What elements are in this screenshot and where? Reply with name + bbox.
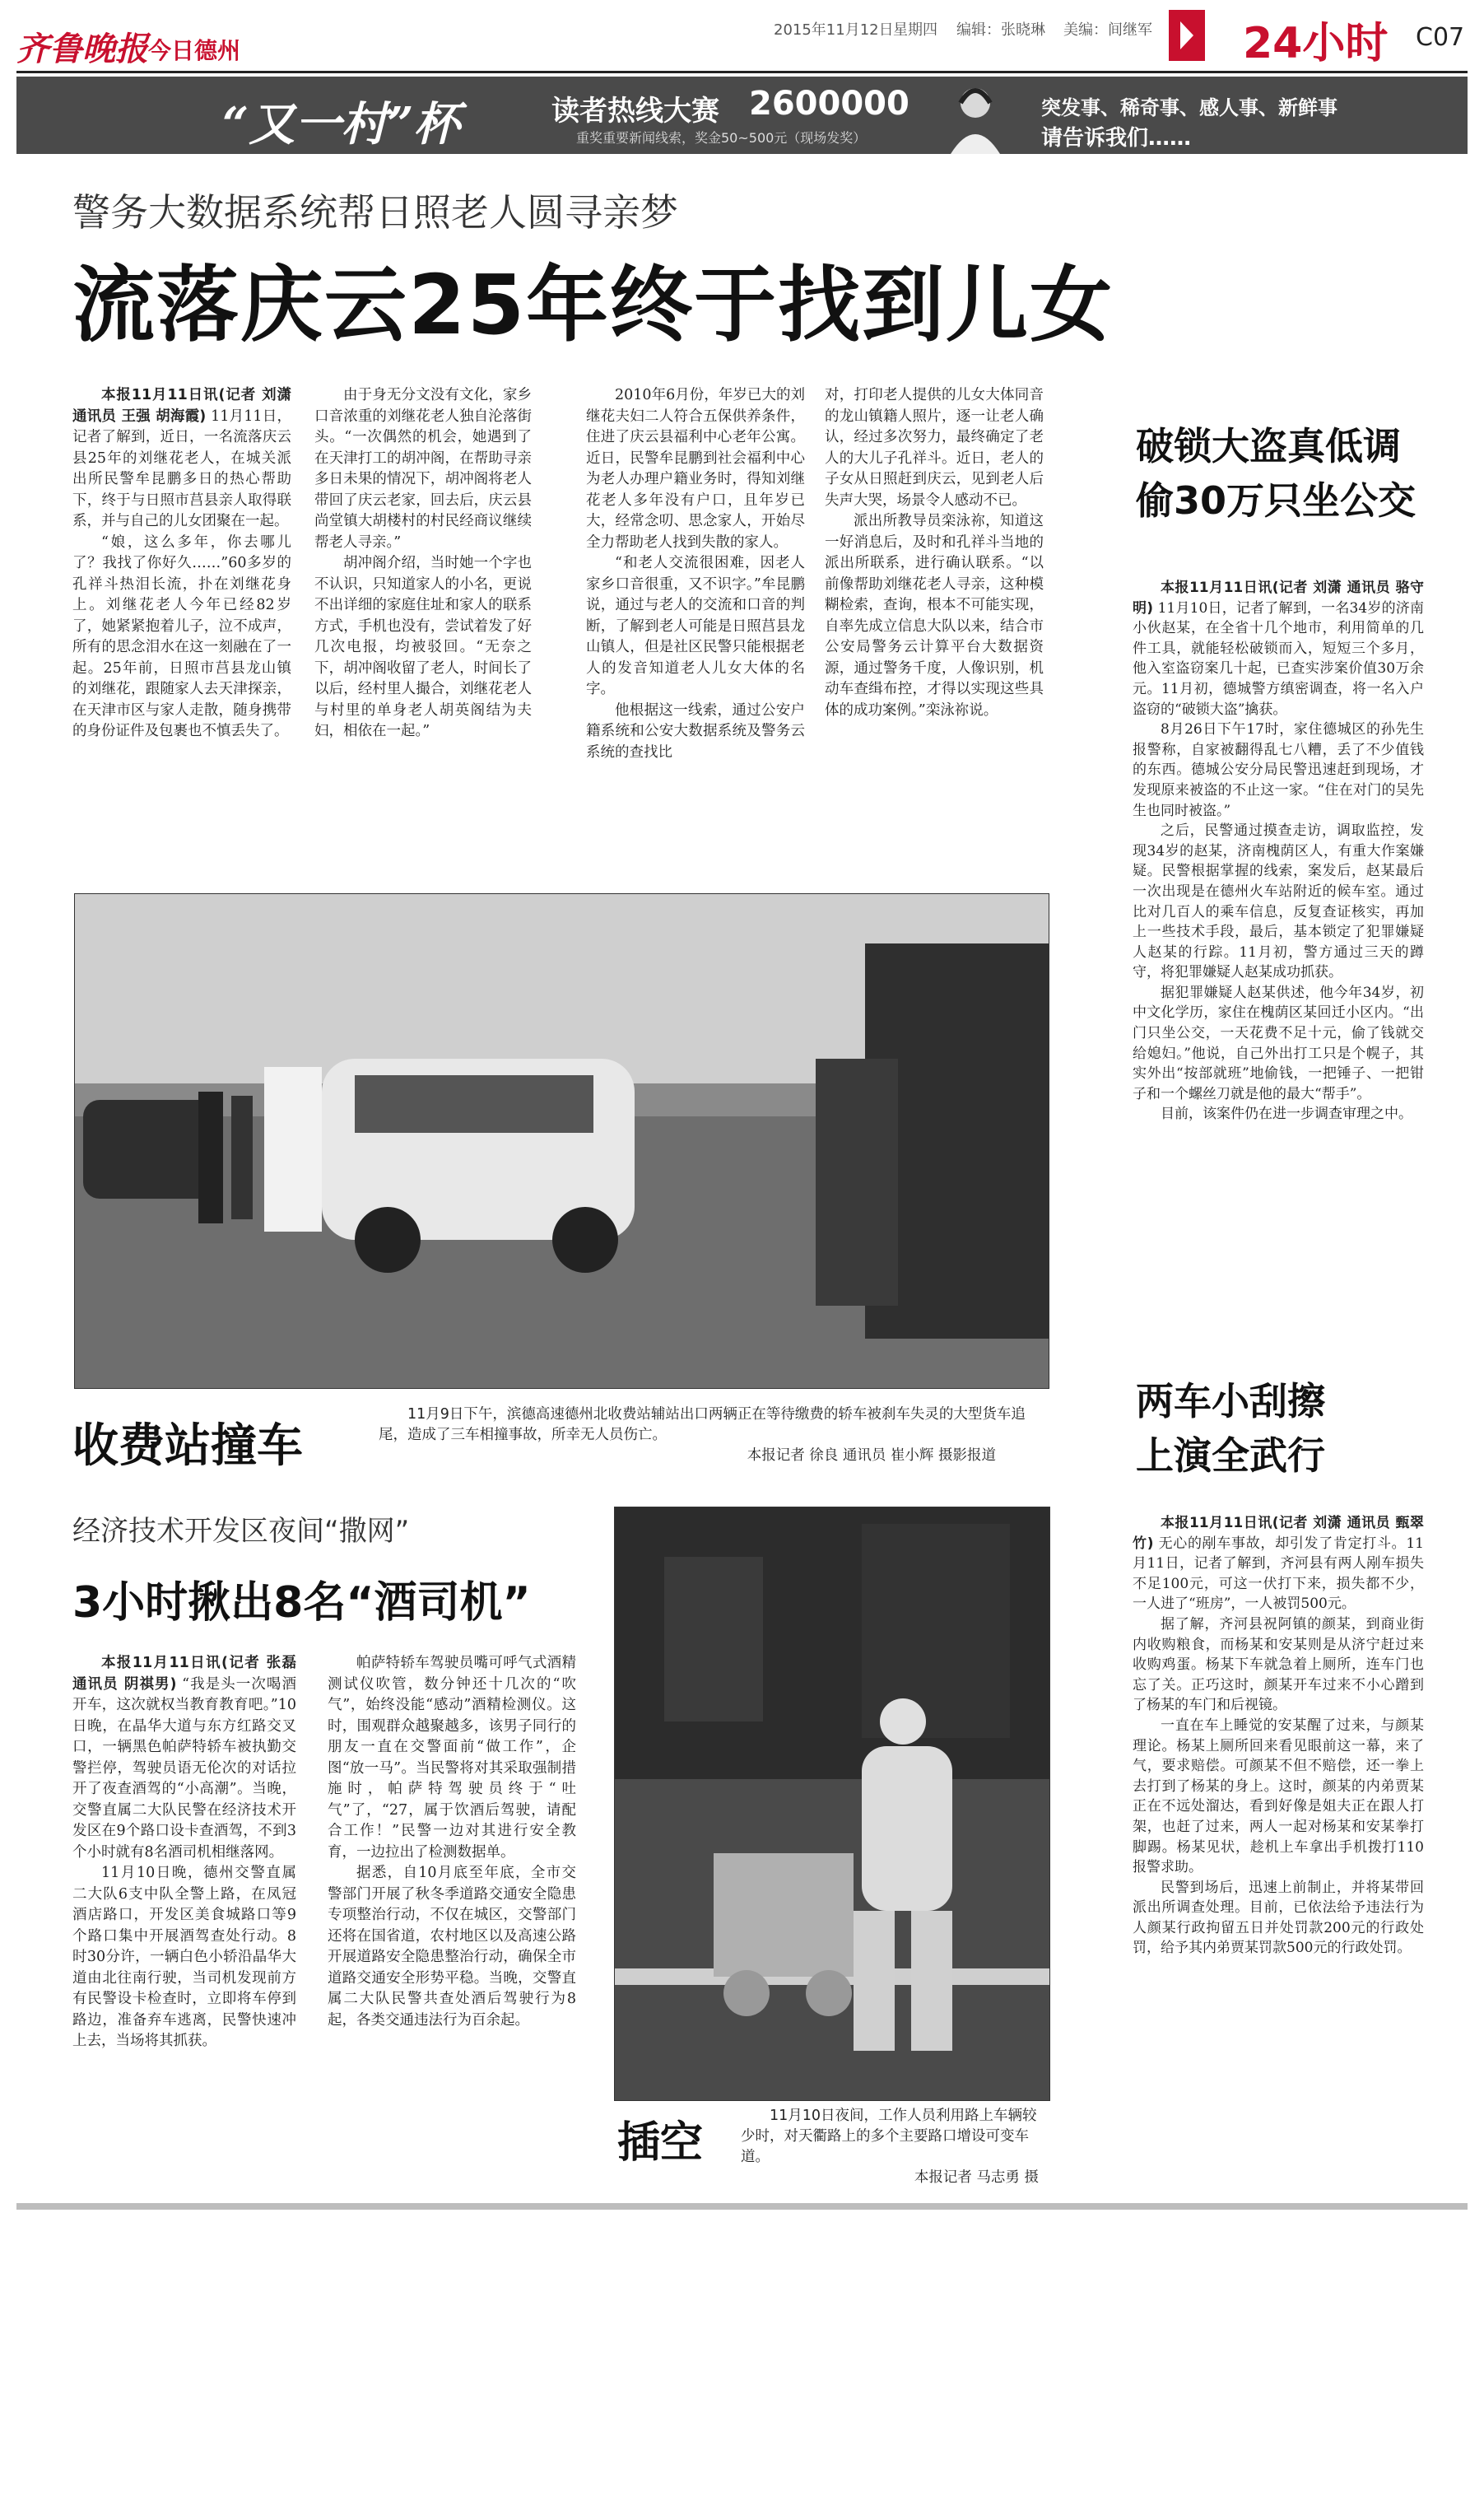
crash-photo-caption-block — [379, 1405, 1037, 1466]
paper-logo: 齐鲁晚报 — [16, 30, 148, 68]
banner-prize: 2600000 — [749, 85, 909, 123]
road-photo-credit: 本报记者 马志勇 摄 — [914, 2169, 1039, 2186]
fight-paragraph: 一直在车上睡觉的安某醒了过来，与颜某理论。杨某上厕所回来看见眼前这一幕，来了气，要求赔偿。可颜某不但不赔偿，还一拳上去打到了杨某的身上。这时，颜某的内弟贾某正在不远处溜达，看到好像是姐夫正在跟人打架，也赶了过来，两人一起对杨某和安某拳打脚踢。杨某见状，趁机上车拿出手机拨打110报警求助。 — [1133, 1717, 1424, 1876]
drunk-column-1 — [72, 1653, 296, 2172]
lead-column-1 — [72, 385, 291, 855]
lead-paragraph: 11月11日，记者了解到，近日，一名流落庆云县25年的刘继花老人，在城关派出所民警牟昆鹏多日的热心帮助下，终于与日照市莒县亲人取得联系，并与自己的儿女团聚在一起。 — [72, 408, 291, 529]
banner-contest: 读者热线大赛 — [551, 95, 719, 128]
drunk-paragraph: 据悉，自10月底至年底，全市交警部门开展了秋冬季道路交通安全隐患专项整治行动，不仅在城区，交警部门还将在国省道，农村地区以及高速公路开展道路安全隐患整治行动，确保全市道路交通安全形势平稳。当晚，交警直属二大队民警共查处酒后驾驶行为8起，各类交通违法行为百余起。 — [328, 1865, 576, 2029]
drunk-paragraph: “我是头一次喝酒开车，这次就权当教育教育吧。”10日晚，在晶华大道与东方红路交叉口，一辆黑色帕萨特轿车被执勤交警拦停，驾驶员语无伦次的对话拉开了夜查酒驾的“小高潮”。当晚，交警直属二大队民警在经济技术开发区在9个路口设卡查酒驾，不到3个小时就有8名酒司机相继落网。 — [72, 1675, 296, 1861]
fight-paragraph: 民警到场后，迅速上前制止，并将某带回派出所调查处理。目前，已依法给予违法行为人颜某行政拘留五日并处罚款200元的行政处罚，给予其内弟贾某罚款500元的行政处罚。 — [1133, 1879, 1424, 1957]
masthead — [16, 0, 1468, 76]
lead-paragraph: 由于身无分文没有文化，家乡口音浓重的刘继花老人独自沦落街头。“一次偶然的机会，她遇到了在天津打工的胡冲阁，在帮助寻亲多日未果的情况下，胡冲阁将老人带回了庆云老家，回去后，庆云县尚堂镇大胡楼村的村民经商议继续帮老人寻亲。” — [314, 387, 532, 551]
lead-kicker: 警务大数据系统帮日照老人圆寻亲梦 — [72, 190, 678, 235]
road-work-image — [615, 1507, 1049, 2100]
editor-credit: 编辑：张晓琳 — [956, 21, 1045, 39]
fight-paragraph: 无心的剐车事故，却引发了肯定打斗。11月11日，记者了解到，齐河县有两人剐车损失不足100元，可这一伏打下来，损失都不少，一人进了“班房”，一人被罚500元。 — [1133, 1535, 1424, 1613]
burglar-body — [1133, 578, 1424, 1335]
burglar-headline-line1: 破锁大盗真低调 — [1136, 424, 1401, 468]
issue-weekday: 星期四 — [893, 21, 937, 39]
crash-photo-title: 收费站撞车 — [72, 1419, 303, 1473]
lead-paragraph: “和老人交流很困难，因老人家乡口音很重，又不识字。”牟昆鹏说，通过与老人的交流和口音的判断，了解到老人可能是日照莒县龙山镇人，但是社区民警只能根据老人的发音知道老人儿女大体的名字。 — [586, 555, 805, 697]
fight-headline-line1: 两车小刮擦 — [1136, 1379, 1325, 1423]
drunk-paragraph: 11月10日晚，德州交警直属二大队6支中队全警上路，在凤冠酒店路口，开发区美食城路口等9个路口集中开展酒驾查处行动。8时30分许，一辆白色小轿沿晶华大道由北往南行驶，当司机发现前方有民警设卡检查时，立即将车停到路边，准备弃车逃离，民警快速冲上去，当场将其抓获。 — [72, 1865, 296, 2049]
crash-scene-image — [75, 894, 1049, 1388]
lead-paragraph: 他根据这一线索，通过公安户籍系统和公安大数据系统及警务云系统的查找比 — [586, 701, 805, 761]
edition-label: 今日德州 — [148, 37, 241, 64]
masthead-rule — [16, 71, 1468, 73]
designer-credit: 美编：间继军 — [1063, 21, 1152, 39]
lead-paragraph: 派出所教导员栾泳祢，知道这一好消息后，及时和孔祥斗当地的派出所联系，进行确认联系。“以前像帮助刘继花老人寻亲，这种模糊检索，查询，根本不可能实现，自率先成立信息大队以来，结合市公安局警务云计算平台大数据资源，通过警务千度，人像识别，机动车查缉布控，才得以实现这些具体的成功案例。”栾泳祢说。 — [825, 513, 1044, 719]
section-title: 24小时 — [1243, 19, 1389, 68]
road-photo-caption: 11月10日夜间，工作人员利用路上车辆较少时，对天衢路上的多个主要路口增设可变车道。 — [741, 2108, 1037, 2165]
banner-cup-name: “又一村”杯 — [222, 97, 460, 151]
fight-headline-line2: 上演全武行 — [1136, 1433, 1325, 1478]
burglar-paragraph: 目前，该案件仍在进一步调查审理之中。 — [1161, 1106, 1412, 1123]
banner-prize-note: 重奖重要新闻线索，奖金50~500元（现场发奖） — [576, 130, 867, 146]
lead-paragraph: 胡冲阁介绍，当时她一个字也不认识，只知道家人的小名，更说不出详细的家庭住址和家人的联系方式，手机也没有，尝试着发了好几次电报，均被驳回。“无奈之下，胡冲阁收留了老人，时间长了以后，经村里人撮合，刘继花老人与村里的单身老人胡英阁结为夫妇，相依在一起。” — [314, 555, 532, 739]
burglar-paragraph: 之后，民警通过摸查走访，调取监控，发现34岁的赵某，济南槐荫区人，有重大作案嫌疑。民警根据掌握的线索，案发后，赵某最后一次出现是在德州火车站附近的候车室。通过比对几百人的乘车信息，反复查证核实，再加上一些技术手段，最后，基本锁定了犯罪嫌疑人赵某的行踪。11月初，警方通过三天的蹲守，将犯罪嫌疑人赵某成功抓获。 — [1133, 822, 1424, 981]
contest-banner — [16, 77, 1468, 154]
burglar-paragraph: 8月26日下午17时，家住德城区的孙先生报警称，自家被翻得乱七八糟，丢了不少值钱的东西。德城公安分局民警迅速赶到现场，才发现原来被盗的不止这一家。“住在对门的吴先生也同时被盗。” — [1133, 721, 1424, 819]
fight-body — [1133, 1513, 1424, 2172]
road-photo-title: 插空 — [617, 2118, 704, 2168]
road-photo — [614, 1507, 1050, 2101]
fight-byline: 本报11月11日讯(记者 刘潇 通讯员 甄翠竹) — [1133, 1515, 1424, 1552]
lead-paragraph: 2010年6月份，年岁已大的刘继花夫妇二人符合五保供养条件，住进了庆云县福利中心老年公寓。近日，民警牟昆鹏到社会福利中心为老人办理户籍业务时，得知刘继花老人多年没有户口，且年岁已大，经常念叨、思念家人，开始尽全力帮助老人找到失散的家人。 — [586, 387, 805, 551]
operator-figure-icon — [942, 82, 1008, 154]
burglar-paragraph: 11月10日，记者了解到，一名34岁的济南小伙赵某，在全省十几个地市，利用简单的几件工具，就能轻松破锁而入，短短三个多月，他入室盗窃案几十起，已查实涉案价值30万余元。11月初，德城警方缜密调查，将一名入户盗窃的“破锁大盗”擒获。 — [1133, 599, 1424, 718]
drunk-headline: 3小时揪出8名“酒司机” — [72, 1578, 531, 1628]
lead-headline: 流落庆云25年终于找到儿女 — [72, 257, 1114, 353]
drunk-column-2 — [328, 1653, 576, 2172]
crash-photo-credit: 本报记者 徐良 通讯员 崔小辉 摄影报道 — [747, 1447, 996, 1464]
crash-photo-caption: 11月9日下午，滨德高速德州北收费站辅站出口两辆正在等待缴费的轿车被刹车失灵的大型货车追尾，造成了三车相撞事故，所幸无人员伤亡。 — [379, 1406, 1026, 1443]
crash-photo — [74, 893, 1049, 1389]
page-number: C07 — [1416, 23, 1465, 52]
lead-column-2 — [314, 385, 532, 855]
banner-tagline: 突发事、稀奇事、感人事、新鲜事 — [1041, 96, 1337, 119]
lead-paragraph: 对，打印老人提供的儿女大体同音的龙山镇籍人照片，逐一让老人确认，经过多次努力，最终确定了老人的大儿子孔祥斗。近日，老人的子女从日照赶到庆云，见到老人后失声大哭，场景令人感动不已。 — [825, 387, 1044, 509]
lead-column-3 — [586, 385, 805, 855]
page-bottom-rule — [16, 2203, 1468, 2210]
burglar-byline: 本报11月11日讯(记者 刘潇 通讯员 骆守明) — [1133, 580, 1424, 617]
drunk-paragraph: 帕萨特轿车驾驶员嘴可呼气式酒精测试仪吹管，数分钟还十几次的“吹气”，始终没能“感动”酒精检测仪。这时，围观群众越聚越多，该男子同行的朋友一直在交警面前“做工作”，企图“放一马”。当民警将对其采取强制措施时，帕萨特驾驶员终于“吐气”了，“27，属于饮酒后驾驶，请配合工作！”民警一边对其进行安全教育，一边拉出了检测数据单。 — [328, 1655, 576, 1861]
drunk-kicker: 经济技术开发区夜间“撒网” — [72, 1515, 410, 1548]
lead-paragraph: “娘，这么多年，你去哪儿了？我找了你好久……”60多岁的孔祥斗热泪长流，扑在刘继花身上。刘继花老人今年已经82岁了，她紧紧抱着儿子，泣不成声，所有的思念泪水在这一刻融在了一起。25年前，日照市莒县龙山镇的刘继花，跟随家人去天津探亲，在天津市区与家人走散，随身携带的身份证件及包裹也不慎丢失了。 — [72, 533, 291, 739]
burglar-headline-line2: 偷30万只坐公交 — [1136, 478, 1417, 523]
fight-paragraph: 据了解，齐河县祝阿镇的颜某，到商业街内收购粮食，而杨某和安某则是从济宁赶过来收购鸡蛋。杨某下车就急着上厕所，连车门也忘了关。正巧这时，颜某开车过来不小心蹭到了杨某的车门和后视镜。 — [1133, 1615, 1424, 1714]
section-flag-icon — [1169, 10, 1205, 61]
issue-date: 2015年11月12日 — [774, 21, 894, 39]
lead-byline: 本报11月11日讯(记者 刘潇 通讯员 王强 胡海霞) — [72, 387, 291, 425]
lead-column-4 — [825, 385, 1044, 855]
banner-cta: 请告诉我们…… — [1041, 126, 1192, 151]
drunk-byline: 本报11月11日讯(记者 张磊 通讯员 阴祺男) — [72, 1655, 296, 1693]
burglar-paragraph: 据犯罪嫌疑人赵某供述，他今年34岁，初中文化学历，家住在槐荫区某回迁小区内。“出门只坐公交，一天花费不足十元，偷了钱就交给媳妇。”他说，自己外出打工只是个幌子，其实外出“按部就班”地偷钱，一把锤子、一把钳子和一个螺丝刀就是他的最大“帮手”。 — [1133, 984, 1424, 1102]
road-photo-caption-block — [741, 2106, 1047, 2188]
